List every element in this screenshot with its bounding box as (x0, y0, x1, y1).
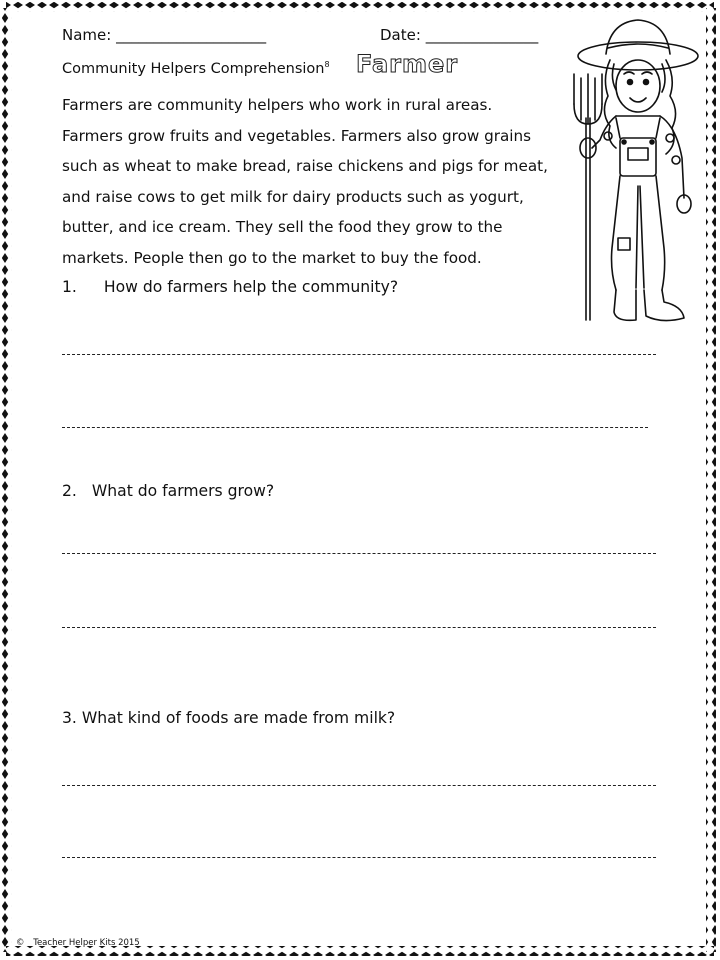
passage-line: and raise cows to get milk for dairy products such as yogurt, (62, 187, 524, 206)
question-number: 3. (62, 709, 77, 727)
worksheet-subtitle (62, 60, 330, 77)
passage-line: Farmers are community helpers who work in rural areas. (62, 96, 493, 114)
copyright-credit: Teacher Helper Kits 2015 (33, 938, 140, 948)
question-text: What do farmers grow? (91, 482, 275, 500)
name-blank: ____________________ (116, 26, 267, 44)
passage-line: Farmers grow fruits and vegetables. Farmers also grow grains (62, 126, 532, 145)
reading-passage (62, 90, 582, 274)
copyright-footer (16, 938, 140, 948)
passage-line: markets. People then go to the market to buy the food. (62, 248, 482, 267)
question-number: 1. (62, 278, 77, 296)
series-number: 8 (324, 60, 330, 69)
name-field[interactable] (62, 26, 266, 44)
date-blank: _______________ (425, 26, 539, 44)
answer-line-1a[interactable] (62, 354, 656, 355)
passage-line: butter, and ice cream. They sell the food they grow to the (62, 218, 503, 237)
farmer-illustration-icon (566, 8, 706, 328)
topic-title: Farmer (356, 50, 459, 78)
copyright-symbol: © (16, 938, 25, 948)
answer-line-2a[interactable] (62, 553, 656, 554)
question-text: How do farmers help the community? (103, 278, 399, 296)
name-label: Name: (62, 26, 112, 44)
date-label: Date: (380, 26, 421, 44)
question-1 (62, 278, 398, 296)
question-2 (62, 482, 274, 500)
question-text: What kind of foods are made from milk? (81, 709, 396, 727)
answer-line-3a[interactable] (62, 785, 656, 786)
answer-line-1b[interactable] (62, 427, 648, 428)
answer-line-3b[interactable] (62, 857, 656, 858)
date-field[interactable] (380, 26, 538, 44)
question-number: 2. (62, 482, 77, 500)
series-title: Community Helpers Comprehension (62, 60, 325, 77)
question-3 (62, 709, 395, 727)
answer-line-2b[interactable] (62, 627, 656, 628)
passage-line: such as wheat to make bread, raise chickens and pigs for meat, (62, 157, 548, 176)
